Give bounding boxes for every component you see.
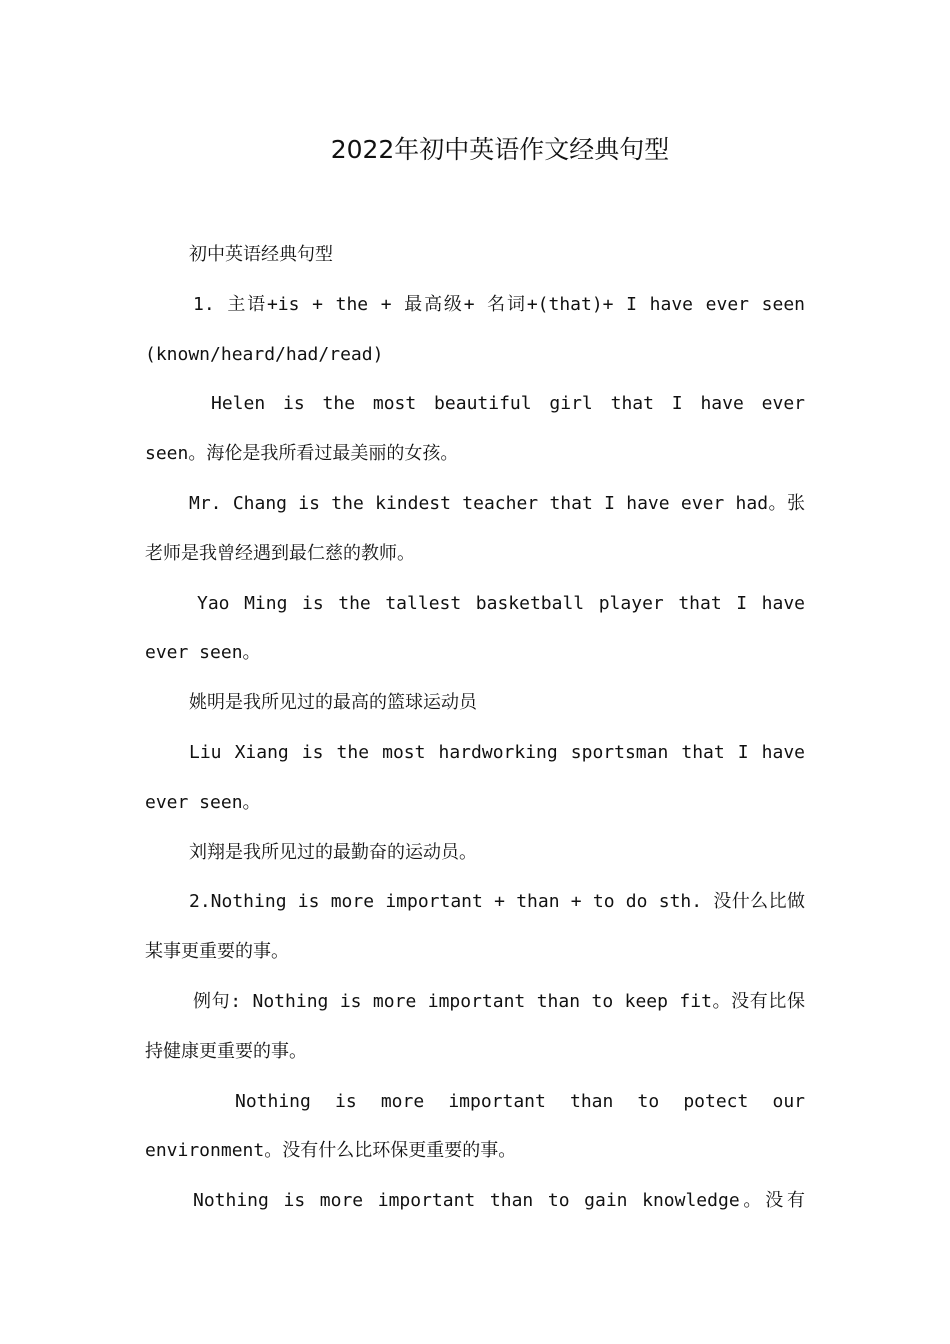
example-translation: 刘翔是我所见过的最勤奋的运动员。 — [189, 841, 477, 863]
example-translation: 姚明是我所见过的最高的篮球运动员 — [189, 692, 477, 714]
example-sentence: Nothing is more important than to potect our environment。没有什么比环保更重要的事。 — [145, 1090, 805, 1162]
example-sentence: Mr. Chang is the kindest teacher that I have ever had。张老师是我曾经遇到最仁慈的教师。 — [145, 492, 805, 564]
document-body — [145, 230, 805, 1226]
sentence-pattern-2: 2.Nothing is more important + than + to do sth. 没什么比做某事更重要的事。 — [145, 891, 805, 963]
example-sentence: Liu Xiang is the most hardworking sportsman that I have ever seen。 — [145, 741, 805, 813]
example-sentence: 例句: Nothing is more important than to keep fit。没有比保持健康更重要的事。 — [145, 990, 805, 1062]
sentence-pattern-1: 1. 主语+is + the + 最高级+ 名词+(that)+ I have ever seen (known/heard/had/read) — [145, 293, 805, 365]
document-title: 2022年初中英语作文经典句型 — [330, 135, 670, 164]
section-heading: 初中英语经典句型 — [189, 244, 333, 265]
example-sentence: Nothing is more important than to gain knowledge。没有 — [193, 1190, 805, 1212]
example-sentence: Yao Ming is the tallest basketball player that I have ever seen。 — [145, 592, 805, 664]
example-sentence: Helen is the most beautiful girl that I have ever seen。海伦是我所看过最美丽的女孩。 — [145, 393, 805, 465]
